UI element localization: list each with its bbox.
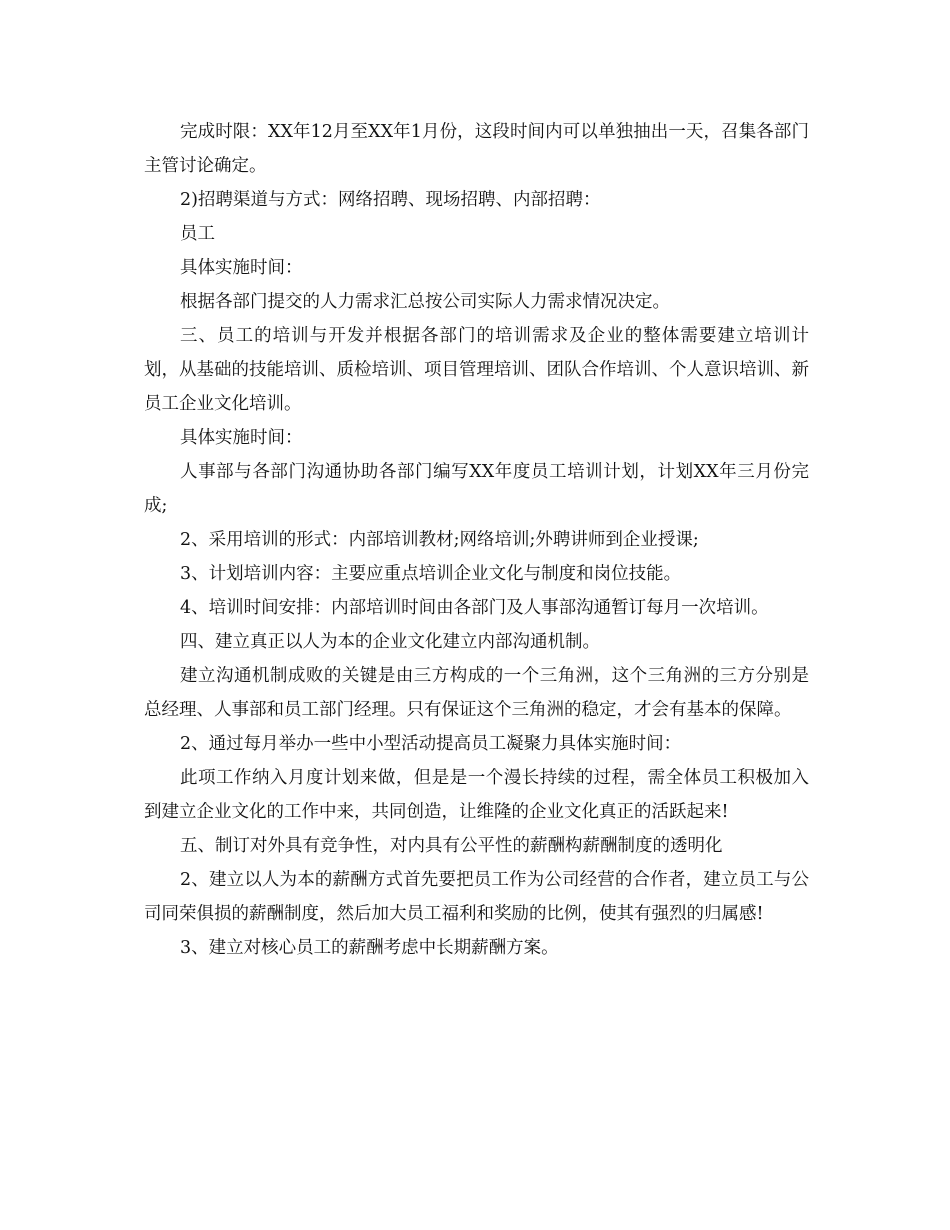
paragraph-implementation-time-2: 具体实施时间：	[180, 428, 303, 448]
paragraph-implementation-time-1: 具体实施时间：	[180, 258, 303, 278]
paragraph-section-four-culture: 四、建立真正以人为本的企业文化建立内部沟通机制。	[180, 632, 600, 652]
paragraph-people-oriented-pay: 2、建立以人为本的薪酬方式首先要把员工作为公司经营的合作者，建立员工与公司同荣俱损的薪酬制度，然后加大员工福利和奖励的比例，使其有强烈的归属感!	[144, 870, 809, 924]
paragraph-section-three-training: 三、员工的培训与开发并根据各部门的培训需求及企业的整体需要建立培训计划，从基础的技能培训、质检培训、项目管理培训、团队合作培训、个人意识培训、新员工企业文化培训。	[144, 326, 809, 414]
paragraph-section-five-compensation: 五、制订对外具有竞争性，对内具有公平性的薪酬构薪酬制度的透明化	[180, 836, 723, 856]
document-body	[144, 115, 809, 965]
paragraph-monthly-activities: 2、通过每月举办一些中小型活动提高员工凝聚力具体实施时间：	[180, 734, 682, 754]
paragraph-training-form: 2、采用培训的形式：内部培训教材;网络培训;外聘讲师到企业授课;	[180, 530, 699, 550]
paragraph-demand-decision: 根据各部门提交的人力需求汇总按公司实际人力需求情况决定。	[180, 292, 670, 312]
paragraph-training-plan: 人事部与各部门沟通协助各部门编写XX年度员工培训计划，计划XX年三月份完成;	[144, 462, 809, 516]
paragraph-monthly-plan: 此项工作纳入月度计划来做，但是是一个漫长持续的过程，需全体员工积极加入到建立企业文化的工作中来，共同创造，让维隆的企业文化真正的活跃起来!	[144, 768, 809, 822]
paragraph-training-content: 3、计划培训内容：主要应重点培训企业文化与制度和岗位技能。	[180, 564, 682, 584]
paragraph-core-employee-pay: 3、建立对核心员工的薪酬考虑中长期薪酬方案。	[180, 938, 559, 958]
paragraph-completion-deadline: 完成时限：XX年12月至XX年1月份，这段时间内可以单独抽出一天，召集各部门主管讨论确定。	[144, 122, 809, 176]
paragraph-training-schedule: 4、培训时间安排：内部培训时间由各部门及人事部沟通暂订每月一次培训。	[180, 598, 769, 618]
paragraph-communication-mechanism: 建立沟通机制成败的关键是由三方构成的一个三角洲，这个三角洲的三方分别是总经理、人事部和员工部门经理。只有保证这个三角洲的稳定，才会有基本的保障。	[144, 666, 809, 720]
paragraph-employee: 员工	[180, 224, 215, 244]
paragraph-recruitment-channels: 2)招聘渠道与方式：网络招聘、现场招聘、内部招聘：	[180, 190, 601, 210]
